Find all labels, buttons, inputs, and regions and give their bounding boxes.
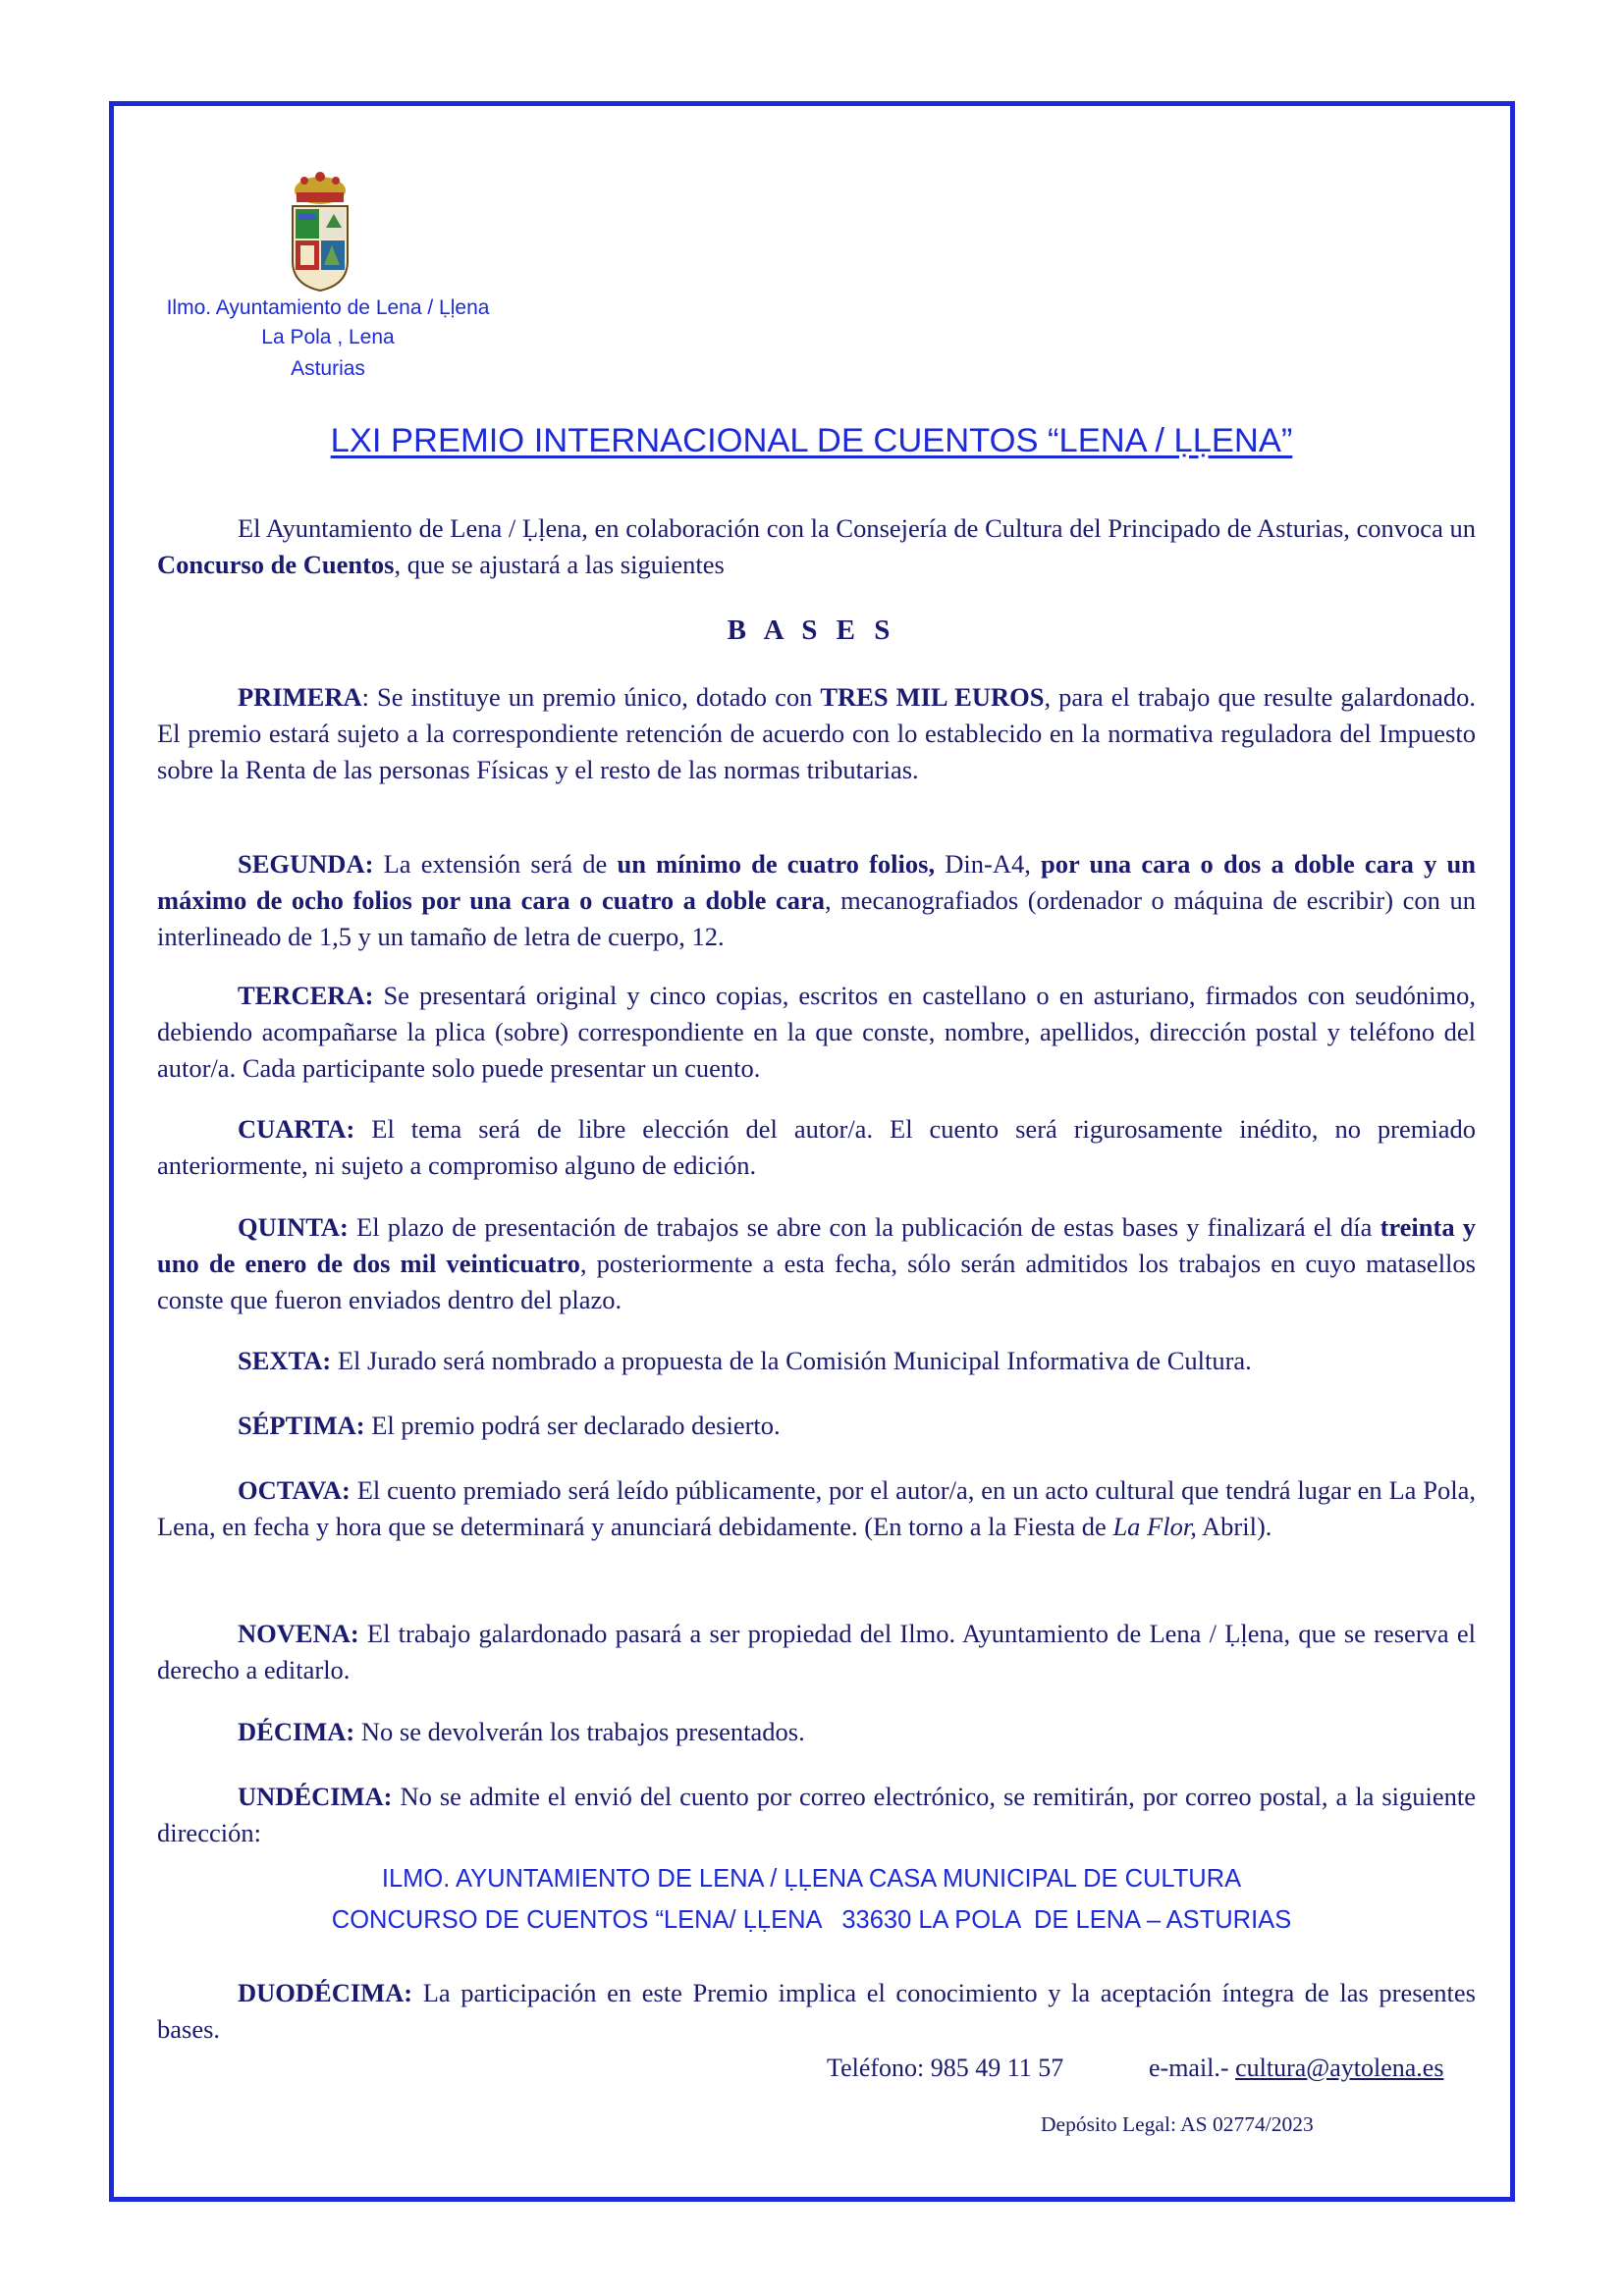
org-name: Ilmo. Ayuntamiento de Lena / Ḷḷena <box>166 296 490 319</box>
clause-duodecima: DUODÉCIMA: La participación en este Premio implica el conocimiento y la aceptación íntegra de las presentes bases. <box>157 1978 1476 2044</box>
email-link[interactable]: cultura@aytolena.es <box>1235 2054 1444 2082</box>
clause-octava: OCTAVA: El cuento premiado será leído públicamente, por el autor/a, en un acto cultural que tendrá lugar en La Pola, Lena, en fecha y hora que se determinará y anunciará debidamente. (En torno a la Fiesta de La Flor, Abril). <box>157 1475 1476 1541</box>
email-label: e-mail.- <box>1149 2054 1236 2082</box>
contact-phone: Teléfono: 985 49 11 57 <box>827 2054 1064 2082</box>
clause-primera: PRIMERA: Se instituye un premio único, dotado con TRES MIL EUROS, para el trabajo que resulte galardonado. El premio estará sujeto a la correspondiente retención de acuerdo con lo establecido en la normativa reguladora del Impuesto sobre la Renta de las personas Físicas y el resto de las normas tributarias. <box>157 682 1476 784</box>
contact-email <box>1149 2054 1443 2083</box>
bases-heading: B A S E S <box>727 614 896 646</box>
clause-quinta: QUINTA: El plazo de presentación de trabajos se abre con la publicación de estas bases y finalizará el día treinta y uno de enero de dos mil veinticuatro, posteriormente a esta fecha, sólo serán admitidos los trabajos en cuyo matasellos conste que fueron enviados dentro del plazo. <box>157 1212 1476 1314</box>
clause-sexta: SEXTA: El Jurado será nombrado a propuesta de la Comisión Municipal Informativa de Cultura. <box>238 1346 1252 1375</box>
intro-paragraph: El Ayuntamiento de Lena / Ḷḷena, en colaboración con la Consejería de Cultura del Principado de Asturias, convoca un Concurso de Cuentos, que se ajustará a las siguientes <box>157 513 1476 579</box>
clause-tercera: TERCERA: Se presentará original y cinco copias, escritos en castellano o en asturiano, firmados con seudónimo, debiendo acompañarse la plica (sobre) correspondiente en la que conste, nombre, apellidos, dirección postal y teléfono del autor/a. Cada participante solo puede presentar un cuento. <box>157 981 1476 1083</box>
clause-decima: DÉCIMA: No se devolverán los trabajos presentados. <box>238 1717 805 1746</box>
clause-septima: SÉPTIMA: El premio podrá ser declarado desierto. <box>238 1411 781 1440</box>
legal-deposit: Depósito Legal: AS 02774/2023 <box>1041 2112 1314 2136</box>
clause-undecima: UNDÉCIMA: No se admite el envió del cuento por correo electrónico, se remitirán, por correo postal, a la siguiente dirección: <box>157 1782 1476 1847</box>
coat-of-arms-icon <box>285 167 355 293</box>
page-title: LXI PREMIO INTERNACIONAL DE CUENTOS “LENA / ḶḶENA” <box>330 422 1293 459</box>
address-line-2: CONCURSO DE CUENTOS “LENA/ ḶḶENA 33630 LA POLA DE LENA – ASTURIAS <box>331 1906 1292 1934</box>
org-town: La Pola , Lena <box>261 326 395 348</box>
clause-segunda: SEGUNDA: La extensión será de un mínimo de cuatro folios, Din-A4, por una cara o dos a doble cara y un máximo de ocho folios por una cara o cuatro a doble cara, mecanografiados (ordenador o máquina de escribir) con un interlineado de 1,5 y un tamaño de letra de cuerpo, 12. <box>157 849 1476 951</box>
org-region: Asturias <box>291 357 365 380</box>
clause-cuarta: CUARTA: El tema será de libre elección del autor/a. El cuento será rigurosamente inédito, no premiado anteriormente, ni sujeto a compromiso alguno de edición. <box>157 1114 1476 1180</box>
clause-novena: NOVENA: El trabajo galardonado pasará a ser propiedad del Ilmo. Ayuntamiento de Lena / Ḷḷena, que se reserva el derecho a editarlo. <box>157 1619 1476 1684</box>
address-line-1: ILMO. AYUNTAMIENTO DE LENA / ḶḶENA CASA MUNICIPAL DE CULTURA <box>381 1865 1242 1893</box>
